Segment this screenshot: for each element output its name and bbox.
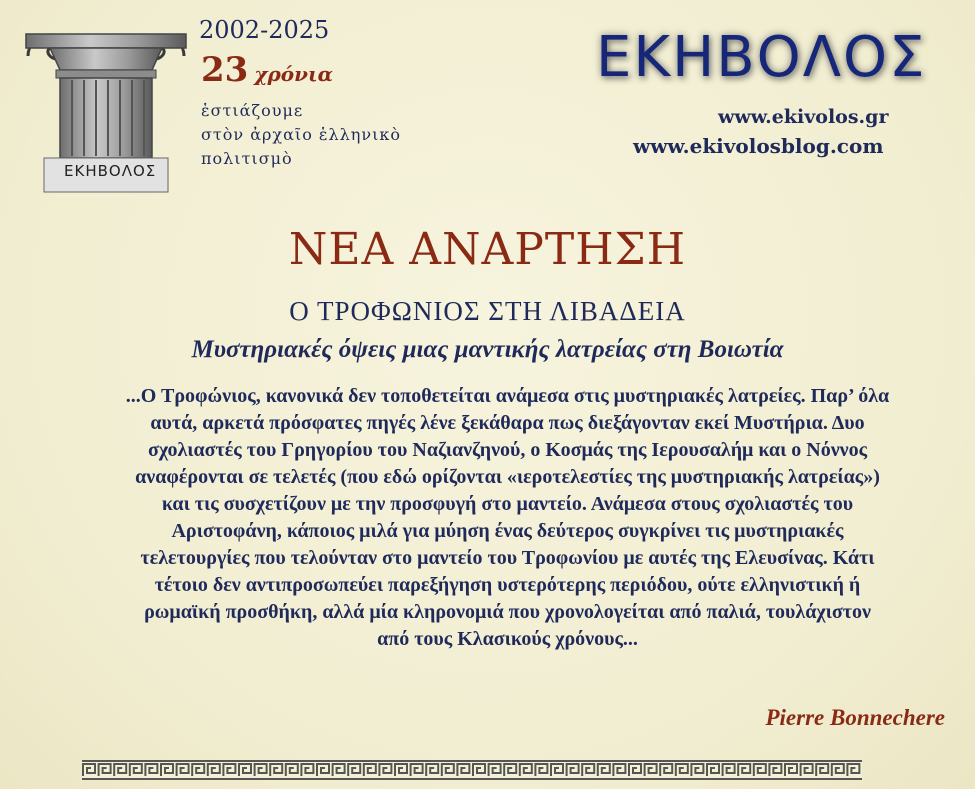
headline: ΝΕΑ ΑΝΑΡΤΗΣΗ (288, 224, 687, 275)
greek-key-meander-icon (82, 760, 862, 780)
brand-logo (596, 24, 936, 92)
anniversary (201, 50, 333, 90)
years-range: 2002-2025 (199, 16, 330, 44)
excerpt-line: τελετουργίες που τελούνταν στο μαντείο του Τροφωνίου με αυτές της Ελευσίνας. Κάτι (140, 547, 875, 569)
excerpt-line: ρωμαϊκή προσθήκη, αλλά μία κληρονομιά που χρονολογείται από παλιά, τουλάχιστον (144, 601, 871, 623)
excerpt-line: Αριστοφάνη, κάποιος μιλά για μύηση ένας δεύτερος συγκρίνει τις μυστηριακές (171, 520, 844, 542)
excerpt-line: σχολιαστές του Γρηγορίου του Ναζιανζηνού, ο Κοσμάς της Ιερουσαλήμ και ο Νόννος (147, 439, 868, 461)
brand-name: ΕΚΗΒΟΛΟΣ (596, 25, 927, 90)
excerpt-line: αυτά, αρκετά πρόσφατες πηγές λένε ξεκάθαρα πως διεξάγονταν εκεί Μυστήρια. Δυο (150, 412, 865, 434)
excerpt (50, 383, 965, 653)
excerpt-line: ...Ο Τροφώνιος, κανονικά δεν τοποθετείται ανάμεσα στις μυστηριακές λατρείες. Παρ’ όλα (125, 385, 890, 407)
site-link-primary[interactable]: www.ekivolos.gr (718, 106, 889, 128)
post-title: Ο ΤΡΟΦΩΝΙΟΣ ΣΤΗ ΛΙΒΑΔΕΙΑ (289, 296, 686, 326)
tagline (201, 99, 401, 171)
excerpt-line: αναφέρονται σε τελετές (που εδώ ορίζονται «ιεροτελεστίες της μυστηριακής λατρείας») (135, 466, 880, 488)
anniversary-number: 23 (201, 50, 249, 90)
tagline-line: στὸν ἀρχαῖο ἑλληνικὸ (201, 125, 402, 144)
excerpt-line: τέτοιο δεν αντιπροσωπεύει παρεξήγηση υστερότερης περιόδου, ούτε ελληνιστική ή (154, 574, 861, 596)
logo-wordmark: ΕΚΗΒΟΛΟΣ (64, 162, 157, 180)
excerpt-line: και τις συσχετίζουν με την προσφυγή στο μαντείο. Ανάμεσα στους σχολιαστές του (161, 493, 854, 515)
site-link-blog[interactable]: www.ekivolosblog.com (633, 134, 884, 158)
tagline-line: πολιτισμὸ (201, 149, 293, 168)
author-name: Pierre Bonnechere (765, 705, 945, 730)
post-subtitle: Μυστηριακές όψεις μιας μαντικής λατρείας στη Βοιωτία (191, 336, 784, 363)
anniversary-word: χρόνια (254, 62, 334, 86)
tagline-line: ἑστιάζουμε (201, 101, 304, 120)
logo (20, 14, 192, 196)
excerpt-line: από τους Κλασικούς χρόνους... (377, 628, 638, 650)
